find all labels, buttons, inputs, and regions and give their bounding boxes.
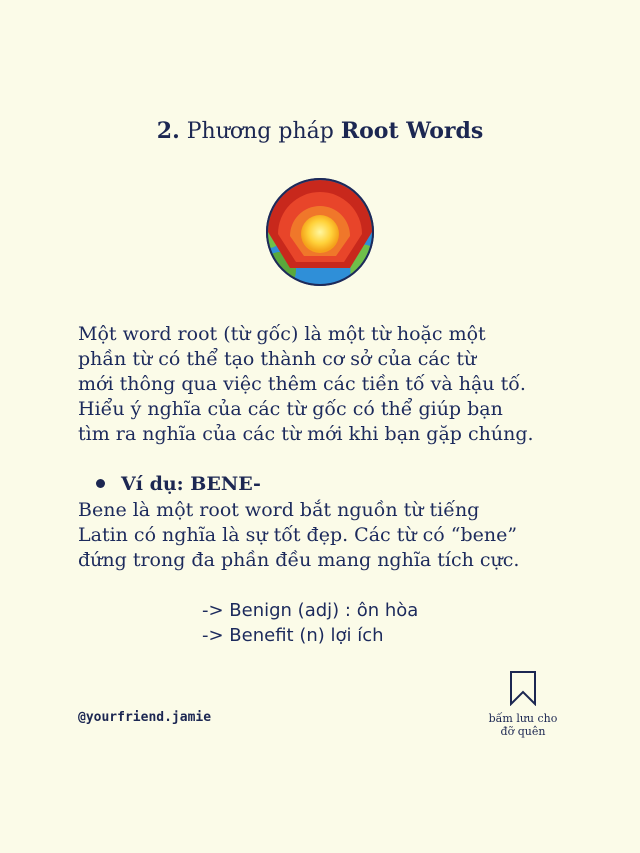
intro-line: Một word root (từ gốc) là một từ hoặc một	[78, 323, 486, 345]
save-reminder	[470, 712, 576, 738]
save-reminder-line: bấm lưu cho	[488, 712, 558, 725]
author-handle: @yourfriend.jamie	[78, 710, 212, 725]
example-line: đứng trong đa phần đều mang nghĩa tích cực.	[78, 549, 520, 571]
example-paragraph	[78, 498, 598, 573]
page-title	[0, 118, 640, 144]
title-number: 2.	[156, 118, 180, 144]
example-line: Bene là một root word bắt nguồn từ tiếng	[78, 499, 480, 521]
example-line: Latin có nghĩa là sự tốt đẹp. Các từ có “bene”	[78, 524, 518, 546]
title-bold: Root Words	[340, 118, 484, 144]
intro-line: Hiểu ý nghĩa của các từ gốc có thể giúp bạn	[78, 398, 503, 420]
intro-line: tìm ra nghĩa của các từ mới khi bạn gặp chúng.	[78, 423, 534, 445]
intro-line: phần từ có thể tạo thành cơ sở của các từ	[78, 348, 477, 370]
intro-line: mới thông qua việc thêm các tiền tố và hậu tố.	[78, 373, 526, 395]
bookmark-icon[interactable]	[508, 670, 538, 706]
example-heading	[78, 473, 261, 495]
example-heading-text: Ví dụ: BENE-	[121, 473, 261, 495]
example-word: -> Benefit (n) lợi ích	[202, 625, 384, 646]
example-word: -> Benign (adj) : ôn hòa	[202, 600, 419, 621]
save-reminder-line: đỡ quên	[500, 725, 546, 738]
title-prefix: Phương pháp	[186, 119, 334, 144]
intro-paragraph	[78, 322, 598, 447]
example-words	[202, 598, 418, 648]
earth-core-icon	[264, 176, 376, 288]
bullet-icon	[96, 479, 105, 488]
